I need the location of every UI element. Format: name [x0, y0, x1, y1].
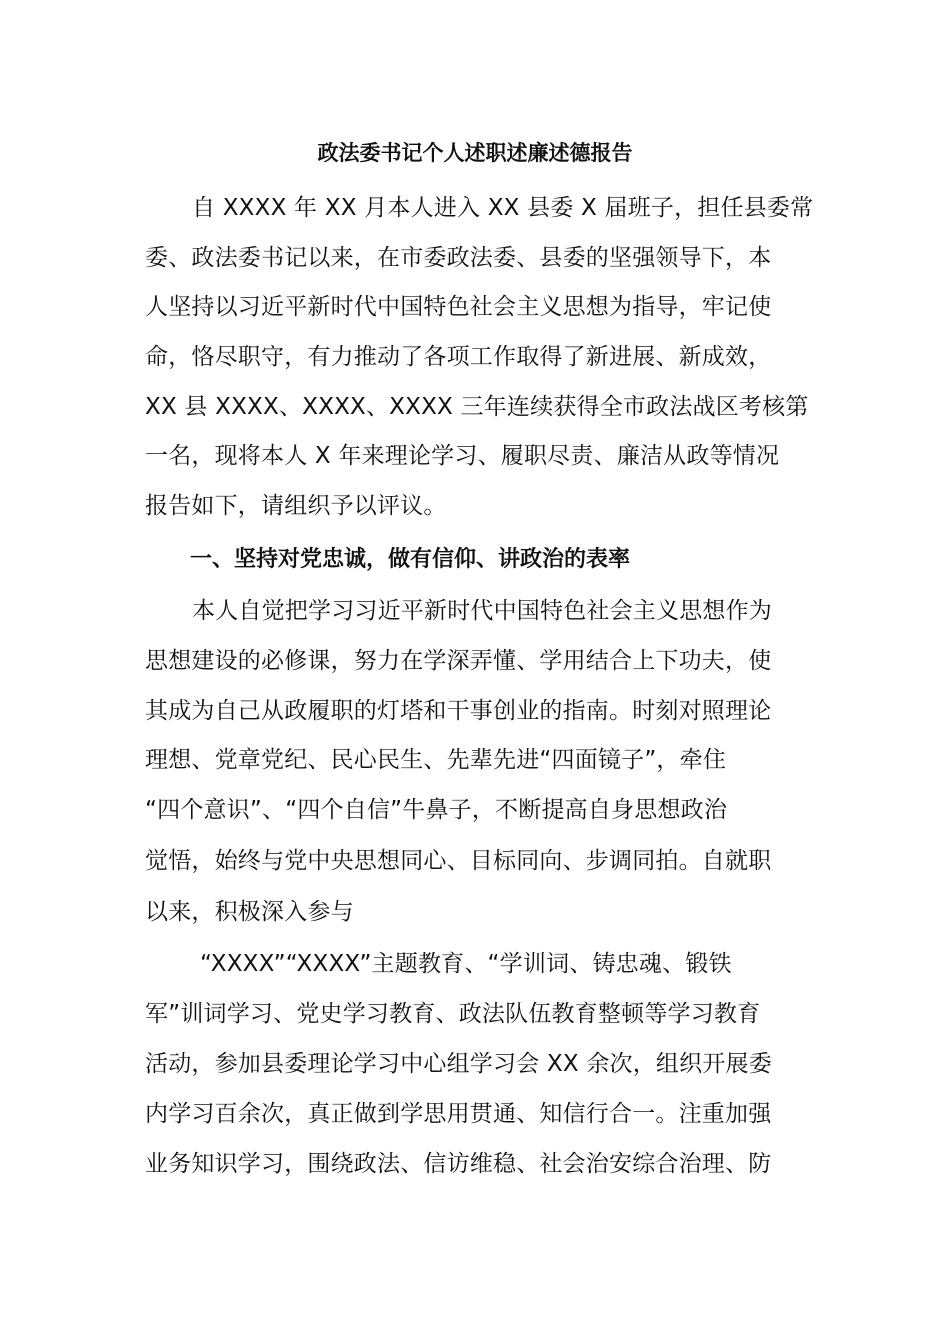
paragraph-1-line: 一名，现将本人 X 年来理论学习、履职尽责、廉洁从政等情况 [145, 443, 780, 469]
paragraph-2-line: 以来，积极深入参与 [145, 899, 354, 925]
paragraph-2-line: 其成为自己从政履职的灯塔和干事创业的指南。时刻对照理论 [145, 698, 772, 724]
paragraph-3-line: 活动，参加县委理论学习中心组学习会 XX 余次，组织开展委 [145, 1051, 772, 1077]
paragraph-1-line: XX 县 XXXX、XXXX、XXXX 三年连续获得全市政法战区考核第 [145, 394, 809, 420]
paragraph-2-line: 本人自觉把学习习近平新时代中国特色社会主义思想作为 [192, 598, 772, 624]
paragraph-3-line: “XXXX”“XXXX”主题教育、“学训词、铸忠魂、锻铁 [200, 951, 732, 977]
paragraph-3-line: 军”训词学习、党史学习教育、政法队伍教育整顿等学习教育 [145, 1001, 761, 1027]
paragraph-1-line: 人坚持以习近平新时代中国特色社会主义思想为指导，牢记使 [145, 294, 772, 320]
paragraph-1-line: 自 XXXX 年 XX 月本人进入 XX 县委 X 届班子，担任县委常 [192, 195, 814, 221]
paragraph-2-line: “四个意识”、“四个自信”牛鼻子，不断提高自身思想政治 [145, 797, 728, 823]
paragraph-1-line: 委、政法委书记以来，在市委政法委、县委的坚强领导下，本 [145, 245, 772, 271]
paragraph-2-line: 觉悟，始终与党中央思想同心、目标同向、步调同拍。自就职 [145, 848, 772, 874]
paragraph-1-line: 报告如下，请组织予以评议。 [145, 493, 447, 519]
paragraph-2-line: 理想、党章党纪、民心民生、先辈先进“四面镜子”，牵住 [145, 747, 727, 773]
document-title: 政法委书记个人述职述廉述德报告 [317, 141, 633, 165]
section-1-heading: 一、坚持对党忠诚，做有信仰、讲政治的表率 [190, 547, 631, 572]
paragraph-3-line: 内学习百余次，真正做到学思用贯通、知信行合一。注重加强 [145, 1101, 772, 1127]
paragraph-2-line: 思想建设的必修课，努力在学深弄懂、学用结合上下功夫，使 [145, 648, 772, 674]
paragraph-3-line: 业务知识学习，围绕政法、信访维稳、社会治安综合治理、防 [145, 1151, 772, 1177]
paragraph-1-line: 命，恪尽职守，有力推动了各项工作取得了新进展、新成效， [145, 344, 772, 370]
